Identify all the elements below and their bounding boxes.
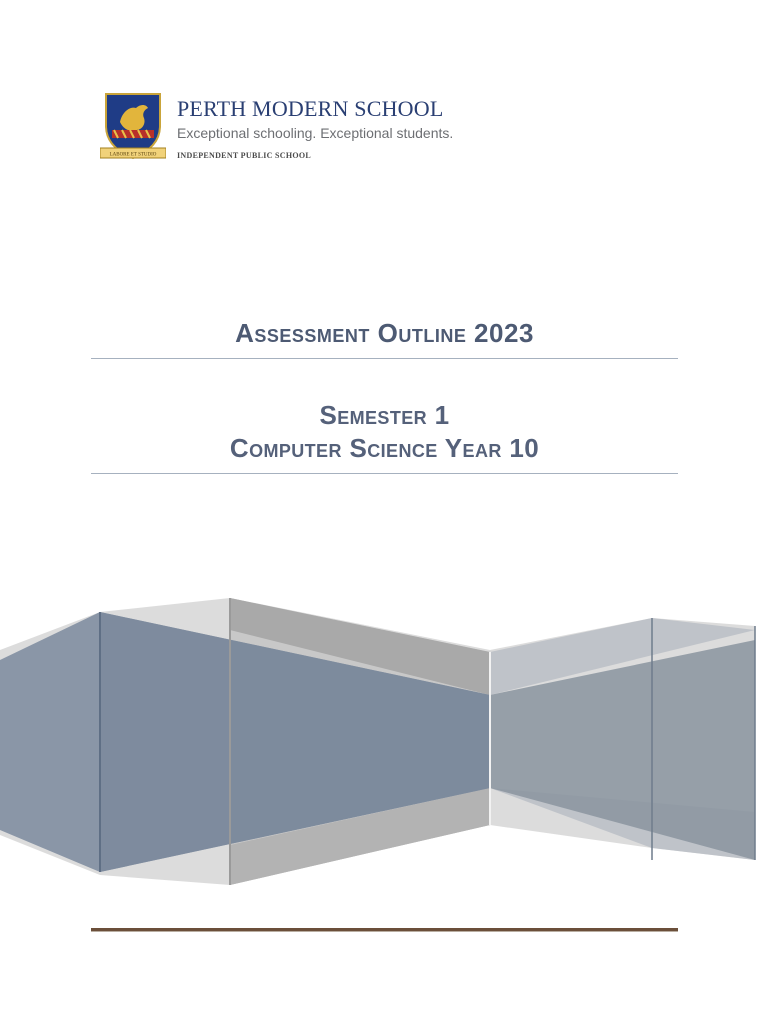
school-crest-icon — [100, 92, 166, 164]
school-logo — [100, 92, 460, 164]
school-subtitle: INDEPENDENT PUBLIC SCHOOL — [177, 151, 312, 160]
title-divider-bottom — [91, 473, 678, 474]
footer-divider — [91, 928, 678, 932]
school-name: PERTH MODERN SCHOOL — [177, 96, 444, 121]
crest-motto: LABORE ET STUDIO — [109, 152, 157, 158]
school-tagline: Exceptional schooling. Exceptional students. — [177, 125, 454, 141]
semester-label: Semester 1 — [319, 400, 450, 430]
course-label: Computer Science Year 10 — [229, 433, 540, 463]
title-divider-top — [91, 358, 678, 359]
decorative-ribbon-graphic — [0, 590, 768, 890]
document-title: Assessment Outline 2023 — [235, 318, 534, 348]
